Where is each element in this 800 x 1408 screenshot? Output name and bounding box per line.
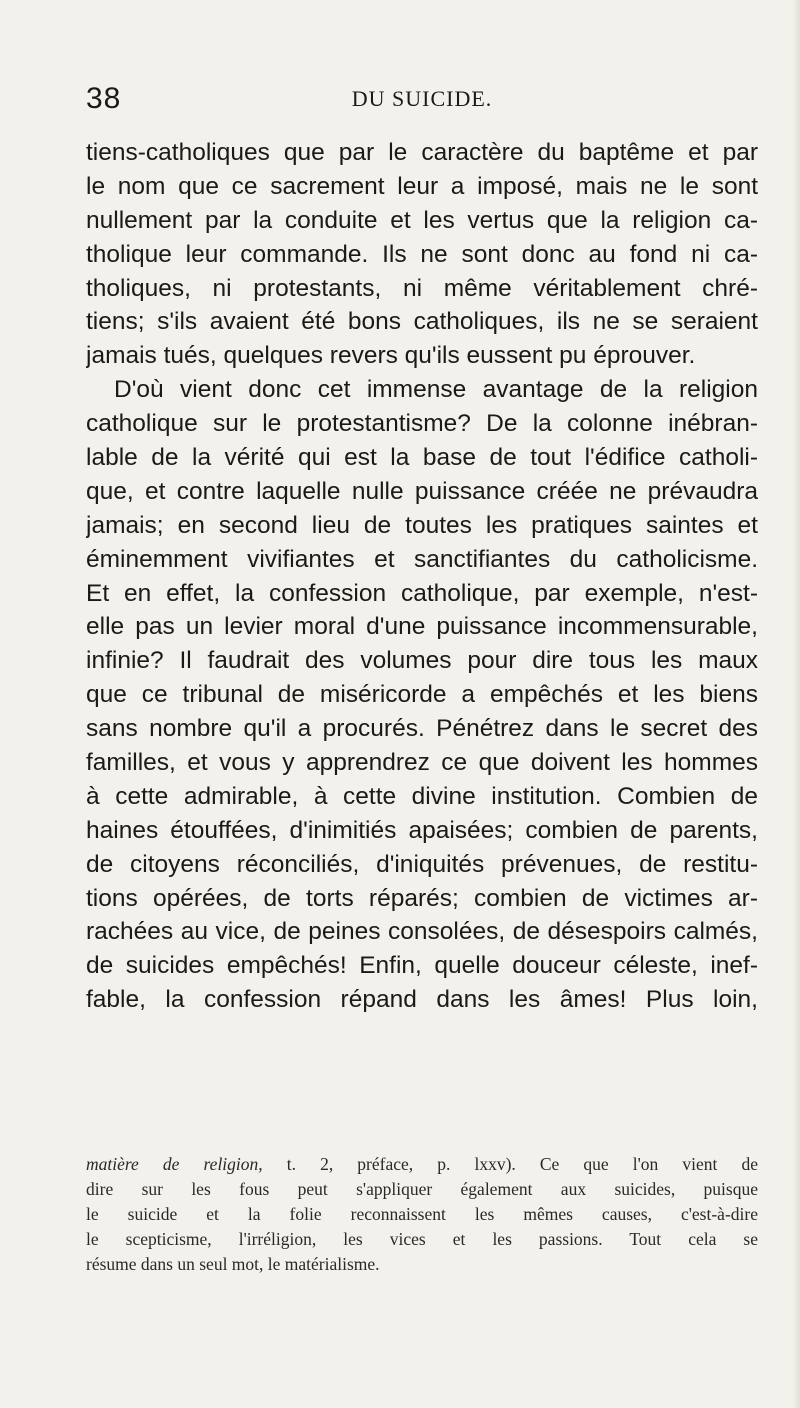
text-line: nullement par la conduite et les vertus que la religion ca- (86, 206, 758, 234)
page-number: 38 (86, 82, 122, 115)
text-line: elle pas un levier moral d'une puissance incommensurable, (86, 613, 758, 641)
text-line: tions opérées, de torts réparés; combien de victimes ar- (86, 884, 758, 912)
text-line: jamais tués, quelques revers qu'ils eussent pu éprouver. (86, 342, 696, 370)
footnote-line: le suicide et la folie reconnaissent les mêmes causes, c'est-à-dire (86, 1204, 758, 1224)
text-line: sans nombre qu'il a procurés. Pénétrez dans le secret des (86, 715, 758, 743)
footnote-line: dire sur les fous peut s'appliquer également aux suicides, puisque (86, 1179, 758, 1199)
text-line: éminemment vivifiantes et sanctifiantes du catholicisme. (86, 545, 758, 573)
text-line: que, et contre laquelle nulle puissance créée ne prévaudra (86, 477, 758, 505)
footnote-line (86, 1152, 758, 1177)
page-edge-shadow (792, 0, 800, 1408)
text-line: tholiques, ni protestants, ni même véritablement chré- (86, 274, 758, 302)
text-line: tholique leur commande. Ils ne sont donc au fond ni ca- (86, 240, 758, 268)
page-header (86, 82, 758, 122)
footnote (86, 1152, 758, 1277)
text-line: haines étouffées, d'inimitiés apaisées; combien de parents, (86, 816, 758, 844)
footnote-line: le scepticisme, l'irréligion, les vices et les passions. Tout cela se (86, 1229, 758, 1249)
text-line: lable de la vérité qui est la base de tout l'édifice catholi- (86, 444, 758, 472)
text-line: à cette admirable, à cette divine institution. Combien de (86, 782, 758, 810)
main-text (86, 136, 758, 1017)
footnote-text: t. 2, préface, p. lxxv). Ce que l'on vient de (262, 1154, 758, 1174)
text-line: de citoyens réconciliés, d'iniquités prévenues, de restitu- (86, 850, 758, 878)
text-line: jamais; en second lieu de toutes les pratiques saintes et (86, 511, 758, 539)
footnote-line: résume dans un seul mot, le matérialisme. (86, 1254, 380, 1274)
text-line: rachées au vice, de peines consolées, de désespoirs calmés, (86, 918, 758, 946)
text-line: infinie? Il faudrait des volumes pour dire tous les maux (86, 647, 758, 675)
running-head: DU SUICIDE. (351, 86, 493, 111)
text-line: Et en effet, la confession catholique, par exemple, n'est- (86, 579, 758, 607)
text-line: familles, et vous y apprendrez ce que doivent les hommes (86, 749, 758, 777)
text-line: D'où vient donc cet immense avantage de la religion (114, 376, 758, 404)
footnote-italic-title: matière de religion, (86, 1154, 263, 1174)
text-line: le nom que ce sacrement leur a imposé, mais ne le sont (86, 172, 758, 200)
text-line: de suicides empêchés! Enfin, quelle douceur céleste, inef- (86, 952, 758, 980)
text-line: tiens; s'ils avaient été bons catholiques, ils ne se seraient (86, 308, 758, 336)
text-line: tiens-catholiques que par le caractère du baptême et par (86, 139, 758, 166)
text-line: que ce tribunal de miséricorde a empêchés et les biens (86, 681, 758, 709)
text-line: fable, la confession répand dans les âmes! Plus loin, (86, 986, 758, 1014)
text-line: catholique sur le protestantisme? De la colonne inébran- (86, 410, 758, 438)
